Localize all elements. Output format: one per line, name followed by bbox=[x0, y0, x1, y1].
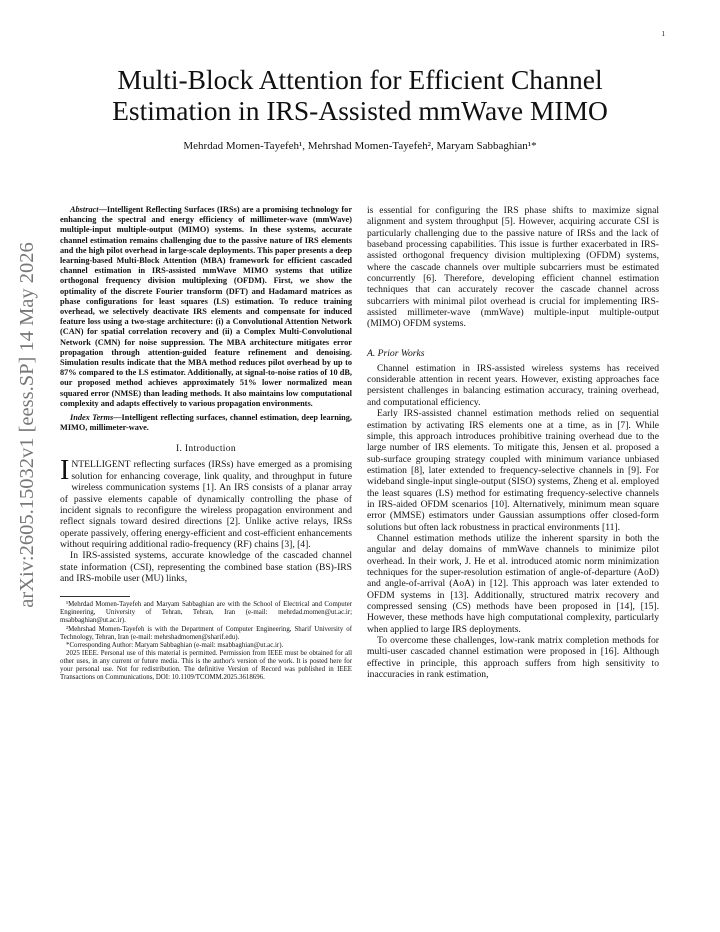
authors: Mehrdad Momen-Tayefeh¹, Mehrshad Momen-Tayefeh², Maryam Sabbaghian¹* bbox=[183, 140, 537, 152]
abstract bbox=[60, 205, 352, 409]
footnote-affiliation-1: ¹Mehrdad Momen-Tayefeh and Maryam Sabbaghian are with the School of Electrical and Computer Engineering, University of Tehran, Tehran, Iran (e-mail: mehrdad.momen@ut.ac.ir; msabbaghian@ut.ac.ir). bbox=[60, 601, 352, 625]
right-paragraph-3: Early IRS-assisted channel estimation methods relied on sequential estimation by activating IRS elements one at a time, as in [7]. While simple, this approach introduces prohibitive training overhead due to the large number of IRS elements. To mitigate this, Jensen et al. proposed a sub-surface grouping strategy coupled with minimum variance unbiased estimation [8], later extended to frequency-selective channels in [9]. For wideband single-input single-output (SISO) systems, Zheng et al. employed the least squares (LS) method for estimating frequency-selective channels in IRS-aided OFDM scenarios [10]. Alternatively, minimum mean square error (MMSE) estimators under Gaussian assumptions offer closed-form solutions but often lack robustness in practical environments [11]. bbox=[367, 408, 659, 533]
intro-paragraph-2: In IRS-assisted systems, accurate knowledge of the cascaded channel state information (CSI), representing the combined base station (BS)-IRS and IRS-mobile user (MU) links, bbox=[60, 550, 352, 584]
paper-title bbox=[60, 64, 660, 126]
arxiv-stamp: arXiv:2605.15032v1 [eess.SP] 14 May 2026 bbox=[16, 242, 38, 608]
left-column bbox=[60, 205, 352, 682]
intro-paragraph-1 bbox=[60, 455, 352, 550]
index-terms-text: —Intelligent reflecting surfaces, channel estimation, deep learning, MIMO, millimeter-wave. bbox=[60, 413, 353, 433]
subsection-heading-prior-works: A. Prior Works bbox=[367, 347, 425, 359]
abstract-label: Abstract bbox=[70, 205, 99, 214]
footnote-rule bbox=[60, 596, 130, 597]
index-terms-label: Index Terms bbox=[70, 413, 114, 423]
footnote-copyright: 2025 IEEE. Personal use of this material is permitted. Permission from IEEE must be obtained for all other uses, in any current or future media. This is the author's version of the work. It is posted here for your personal use. Not for redistribution. The definitive Version of Record was published in IEEE Transactions on Communications, DOI: 10.1109/TCOMM.2025.3618696. bbox=[60, 649, 352, 682]
footnote-affiliation-2: ²Mehrshad Momen-Tayefeh is with the Department of Computer Engineering, Sharif University of Technology, Tehran, Iran (e-mail: mehrshadmomen@sharif.edu). bbox=[60, 625, 352, 641]
right-paragraph-1: is essential for configuring the IRS phase shifts to maximize signal alignment and system throughput [5]. However, acquiring accurate CSI is particularly challenging due to the passive nature of IRSs and the lack of baseband processing capabilities. This issue is further exacerbated in IRS-assisted orthogonal frequency division multiplexing (OFDM) systems, where the cascade channels over multiple subcarriers must be estimated concurrently [6]. Therefore, developing efficient channel estimation techniques that can accurately recover the cascade channel across subcarriers with minimal pilot overhead is crucial for implementing IRS-assisted millimeter-wave (mmWave) multiple-input multiple-output (MIMO) OFDM systems. bbox=[367, 205, 659, 330]
title-line-1: Multi-Block Attention for Efficient Channel bbox=[117, 64, 603, 95]
intro-paragraph-1-text: NTELLIGENT reflecting surfaces (IRSs) have emerged as a promising solution for enhancing coverage, link quality, and throughput in future wireless communication systems [1]. An IRS consists of a planar array of passive elements capable of dynamically controlling the phase of incident signals to reconfigure the wireless propagation environment and reflect signals toward desired directions [2]. Unlike active relays, IRSs operate passively, offering energy-efficient and cost-efficient enhancements without requiring additional radio-frequency (RF) chains [3], [4]. bbox=[60, 459, 352, 550]
footnote-corresponding: *Corresponding Author: Maryam Sabbaghian (e-mail: msabbaghian@ut.ac.ir). bbox=[66, 641, 284, 649]
section-heading-introduction: I. Introduction bbox=[176, 443, 236, 455]
drop-cap: I bbox=[60, 455, 70, 487]
footnotes bbox=[60, 601, 352, 682]
index-terms bbox=[60, 413, 352, 433]
right-paragraph-5: To overcome these challenges, low-rank matrix completion methods for multi-user cascaded channel estimation were proposed in [16]. Although effective in principle, this approach suffers from high sensitivity to inaccuracies in rank estimation, bbox=[367, 635, 659, 681]
abstract-text: —Intelligent Reflecting Surfaces (IRSs) are a promising technology for enhancing the spectral and energy efficiency of millimeter-wave (mmWave) multiple-input multiple-output (MIMO) systems. In these systems, accurate channel estimation remains challenging due to the passive nature of IRS elements and the high pilot overhead in large-scale deployments. This paper presents a deep learning-based Multi-Block Attention (MBA) framework for efficient cascaded channel estimation in IRS-assisted mmWave MIMO systems that utilize orthogonal frequency division multiplexing (OFDM). First, we show the optimality of the discrete Fourier transform (DFT) and Hadamard matrices as phase configurations for least squares (LS) estimation. To reduce training overhead, we selectively deactivate IRS elements and compensate for induced feature loss using a two-stage architecture: (i) a Convolutional Attention Network (CAN) for spatial correlation recovery and (ii) a Complex Multi-Convolutional Network (CMN) for noise suppression. The MBA architecture mitigates error propagation through attention-guided feature refinement and denoising. Simulation results indicate that the MBA method reduces pilot overhead by up to 87% compared to the LS estimator. Additionally, at signal-to-noise ratios of 10 dB, our proposed method achieves approximately 51% lower normalized mean squared error (NMSE) than leading methods. It also maintains low computational complexity and adapts effectively to various propagation environments. bbox=[60, 205, 352, 408]
title-line-2: Estimation in IRS-Assisted mmWave MIMO bbox=[112, 95, 608, 126]
page-number: 1 bbox=[661, 30, 665, 38]
right-column bbox=[367, 205, 659, 680]
right-paragraph-4: Channel estimation methods utilize the inherent sparsity in both the angular and delay domains of mmWave channels to minimize pilot overhead. In their work, J. He et al. introduced atomic norm minimization techniques for the super-resolution estimation of angle-of-departure (AoD) and angle-of-arrival (AoA) in [12]. This approach was later extended to OFDM systems in [13]. Additionally, structured matrix recovery and compressed sensing (CS) methods have been proposed in [14], [15]. However, these methods have high computational complexity, particularly when applied to large IRS deployments. bbox=[367, 532, 659, 635]
right-paragraph-2: Channel estimation in IRS-assisted wireless systems has received considerable attention in recent years. However, existing approaches face persistent challenges in balancing estimation accuracy, training overhead, and computational efficiency. bbox=[367, 362, 659, 408]
